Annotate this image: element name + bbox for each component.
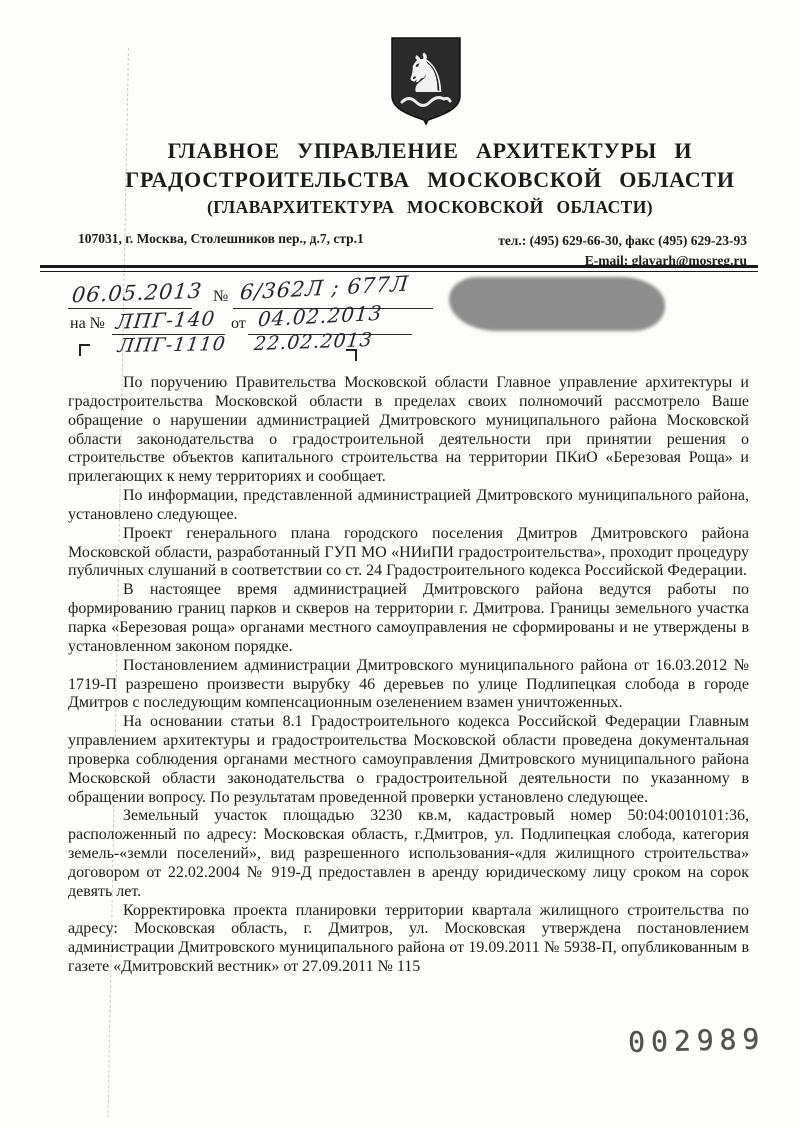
body-paragraph: На основании статьи 8.1 Градостроительного кодекса Российской Федерации Главным управлением архитектуры и градостроительства Московской области проведена документальная проверка соблюдения органами местного самоуправления Дмитровского муниципального района Московской области законодательства о градостроительной деятельности по указанному в обращении вопросу. По результатам проведенной проверки установлено следующее. <box>68 713 749 806</box>
body-paragraph: По поручению Правительства Московской области Главное управление архитектуры и градостроительства Московской области в пределах своих полномочий рассмотрело Ваше обращение о нарушении администрацией Дмитровского муниципального района Московской области законодательства о градостроительной деятельности при принятии решения о строительстве объектов капитального строительства на территории ПКиО «Березовая Роща» и прилегающих к нему территориях и сообщает. <box>68 374 749 486</box>
coat-of-arms-icon <box>388 36 464 126</box>
email: E-mail: glavarh@mosreg.ru <box>584 253 747 268</box>
incoming-date2-handwritten: 22.02.2013 <box>252 328 374 356</box>
incoming-number-handwritten: ЛПГ-140 <box>114 306 217 334</box>
number-label: № <box>213 288 229 305</box>
body-paragraph: Проект генерального плана городского поселения Дмитров Дмитровского района Московской области, разработанный ГУП МО «НИиПИ градостроительства», проходит процедуру публичных слушаний в соответствии со ст. 24 Градостроительного кодекса Российской Федерации. <box>68 524 749 580</box>
redaction-blob <box>449 277 665 331</box>
body-paragraph: В настоящее время администрацией Дмитровского района ведутся работы по формированию границ парков и скверов на территории г. Дмитрова. Границы земельного участка парка «Березовая роща» органами местного самоуправления не сформированы и не утверждены в установленном законом порядке. <box>68 581 749 655</box>
outgoing-date-handwritten: 06.05.2013 <box>70 278 204 308</box>
outgoing-number-handwritten: 6/362Л ; 677Л <box>239 271 411 305</box>
letter-body <box>68 374 749 977</box>
phone-fax: тел.: (495) 629-66-30, факс (495) 629-23-93 <box>498 233 747 248</box>
addressee-corner-mark-left <box>79 344 90 356</box>
incoming-number2-handwritten: ЛПГ-1110 <box>116 333 228 357</box>
body-paragraph: Постановлением администрации Дмитровского муниципального района от 16.03.2012 № 1719-П разрешено произвести вырубку 46 деревьев по улице Подлипецкая слобода в городе Дмитров с последующим компенсационным озеленением взамен уничтоженных. <box>68 656 749 712</box>
reply-to-label: на № <box>70 315 105 332</box>
header-rule-thick <box>40 265 758 268</box>
org-name-line3: (ГЛАВАРХИТЕКТУРА МОСКОВСКОЙ ОБЛАСТИ) <box>207 197 653 217</box>
from-label: от <box>231 315 246 332</box>
body-paragraph: По информации, представленной администрацией Дмитровского муниципального района, установлено следующее. <box>68 487 749 523</box>
org-name-line2: ГРАДОСТРОИТЕЛЬСТВА МОСКОВСКОЙ ОБЛАСТИ <box>125 167 735 192</box>
body-paragraph: Корректировка проекта планировки территории квартала жилищного строительства по адресу: Московская область, г. Дмитров, ул. Московская утверждена постановлением администрации Дмитровского муниципального района от 19.09.2011 № 5938-П, опубликованным в газете «Дмитровский вестник» от 27.09.2011 № 115 <box>68 901 749 976</box>
svg-text:♞: ♞ <box>401 42 451 105</box>
org-name-line1: ГЛАВНОЕ УПРАВЛЕНИЕ АРХИТЕКТУРЫ И <box>167 138 693 163</box>
page-number-stamp: 002989 <box>627 1022 766 1059</box>
letterhead-title <box>60 136 800 221</box>
postal-address: 107031, г. Москва, Столешников пер., д.7, стр.1 <box>78 231 364 246</box>
body-paragraph: Земельный участок площадью 3230 кв.м, кадастровый номер 50:04:0010101:36, расположенный по адресу: Московская область, г.Дмитров, ул. Подлипецкая слобода, категория земель-«земли поселений», вид разрешенного использования-«для жилищного строительства» договором от 22.02.2004 № 919-Д предоставлен в аренду юридическому лицу сроком на сорок девять лет. <box>68 807 749 900</box>
incoming-date-handwritten: 04.02.2013 <box>257 300 384 332</box>
